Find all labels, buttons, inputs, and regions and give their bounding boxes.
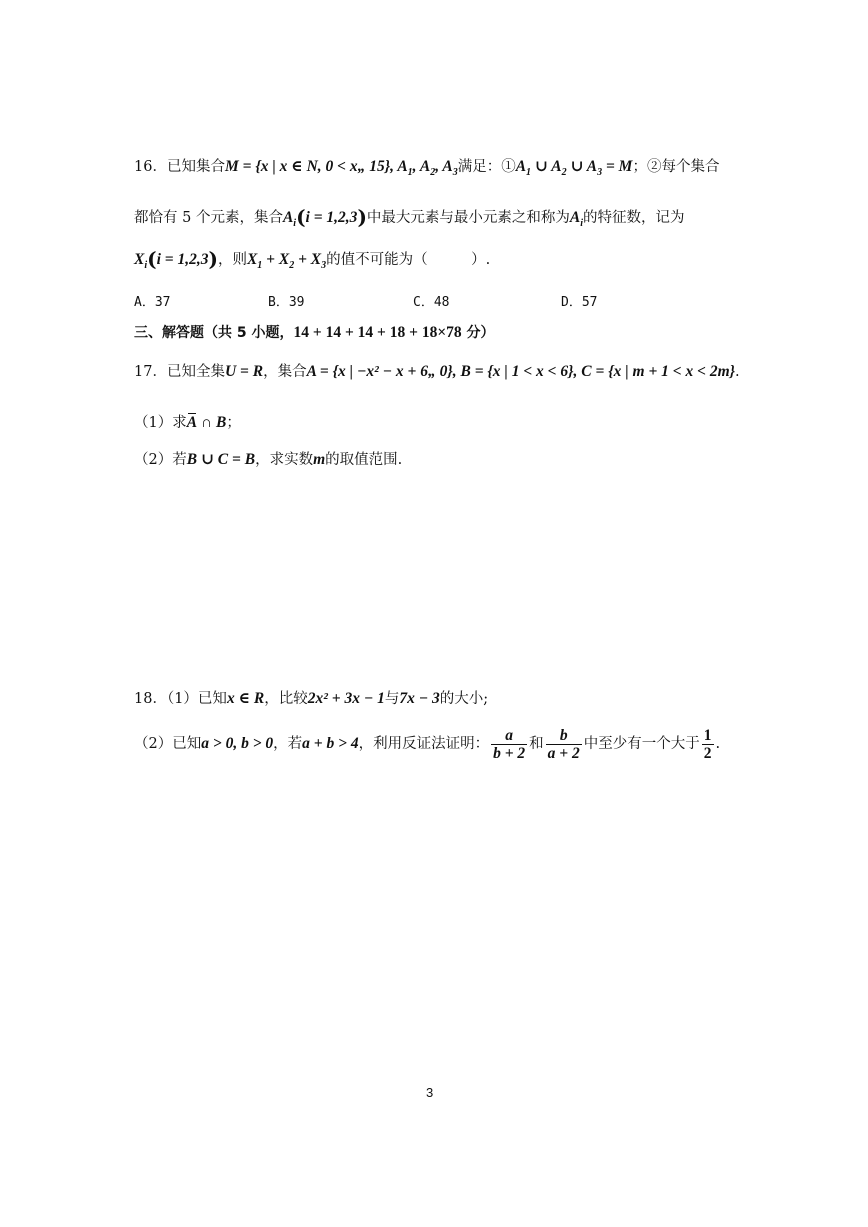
q17-mid: ，集合 <box>263 364 307 380</box>
section-3-title: 三、解答题（共 5 小题， <box>134 325 294 341</box>
section-3-suffix: 分） <box>461 325 495 341</box>
q18-part1-and: 与 <box>384 691 400 707</box>
q16-ai: $A_i$ <box>282 209 297 230</box>
q17-part2-cond: B ∪ C = B <box>186 451 256 468</box>
q18-part2-mid: ，若 <box>273 736 303 752</box>
q18-part1-end: 的大小; <box>439 691 489 707</box>
q17-intro: 已知全集 <box>166 364 225 380</box>
q17-part2-var: m <box>313 451 326 468</box>
q17-part1-label: （1）求 <box>134 415 187 431</box>
q17-part2-mid: ，求实数 <box>255 452 314 468</box>
q17-number: 17． <box>134 364 167 380</box>
q18-expr-2: 7x − 3 <box>399 690 440 707</box>
q17-sets: A = {x | −x² − x + 6„ 0}, B = {x | 1 < x < 6}, C = {x | m + 1 < x < 2m} <box>306 363 736 380</box>
q16-cond1: $A_1$ ∪ $A_2$ ∪ $A_3 = M$ <box>515 158 633 179</box>
q16-option-c: C．48 <box>413 295 450 310</box>
q18-part1-mid: ，比较 <box>264 691 308 707</box>
q17-part2-label: （2）若 <box>134 452 187 468</box>
q18-fraction-1: $\frac{a}{b + 2}$ <box>493 726 526 762</box>
q17-part-2 <box>134 450 402 470</box>
q18-part2-and: 和 <box>529 736 544 752</box>
q18-number: 18． <box>134 691 167 707</box>
q18-part2-cond2: a + b > 4 <box>302 735 359 752</box>
q17-line-1 <box>134 362 740 382</box>
section-3-scores: 14 + 14 + 14 + 18 + 18×78 <box>293 324 462 341</box>
q18-part2-mid3: 中至少有一个大于 <box>583 736 700 752</box>
q16-line-3: $X_i(i = 1,2,3)$，则$X_1 + X_2 + X_3$的值不可能为（ ）. <box>134 247 491 272</box>
q18-part1-label: （1）已知 <box>166 691 227 707</box>
q17-complement-expr: A ∩ B <box>186 414 227 431</box>
page-number: 3 <box>426 1085 434 1100</box>
q16-set-m: M = {x | x ∈ N, 0 < x„ 15}, $A_1$, $A_2$, $A_3$ <box>224 158 458 179</box>
q18-fraction-2: $\frac{b}{a + 2}$ <box>547 726 580 762</box>
q16-option-d: D．57 <box>561 295 598 310</box>
q16-line-1 <box>134 157 719 183</box>
q17-part-1 <box>134 413 241 433</box>
q16-number: 16． <box>134 159 167 175</box>
q18-fraction-half: $\frac{1}{2}$ <box>703 726 712 762</box>
q16-option-a: A．37 <box>134 295 171 310</box>
q18-part-1 <box>134 689 488 709</box>
q16-index-2: i = 1,2,3 <box>156 251 209 268</box>
q16-sum: $X_1 + X_2 + X_3$ <box>246 251 327 272</box>
q18-part2-cond: a > 0, b > 0 <box>201 735 274 752</box>
q16-line3-b: 的值不可能为（ ）. <box>326 252 491 268</box>
q18-part2-end: . <box>715 736 721 752</box>
q16-xi: $X_i$ <box>134 251 148 272</box>
q17-part2-end: 的取值范围. <box>325 452 403 468</box>
q16-option-b: B．39 <box>268 295 305 310</box>
q16-line-2: 都恰有 5 个元素，集合$A_i(i = 1,2,3)$中最大元素与最小元素之和称为$A_i$的特征数，记为 <box>134 205 685 230</box>
q16-index: i = 1,2,3 <box>305 209 358 226</box>
q16-ai-2: $A_i$ <box>569 209 584 230</box>
q18-part-2 <box>134 725 720 763</box>
q17-part1-end: ； <box>226 415 241 431</box>
q16-line2-a: 都恰有 5 个元素，集合 <box>134 210 283 226</box>
q16-intro: 已知集合 <box>166 159 225 175</box>
q16-satisfy: 满足：① <box>457 159 516 175</box>
q16-line2-c: 的特征数，记为 <box>583 210 685 226</box>
q18-part2-mid2: ，利用反证法证明： <box>358 736 490 752</box>
q17-universe: U = R <box>224 363 264 380</box>
q18-part1-cond: x ∈ R <box>226 690 265 707</box>
q16-line2-b: 中最大元素与最小元素之和称为 <box>366 210 570 226</box>
q16-line3-a: ，则 <box>217 252 247 268</box>
q16-cond2: ；②每个集合 <box>632 159 720 175</box>
q18-expr-1: 2x² + 3x − 1 <box>307 690 385 707</box>
q18-part2-label: （2）已知 <box>134 736 202 752</box>
section-3-heading <box>134 323 495 343</box>
q17-end: . <box>735 364 740 380</box>
